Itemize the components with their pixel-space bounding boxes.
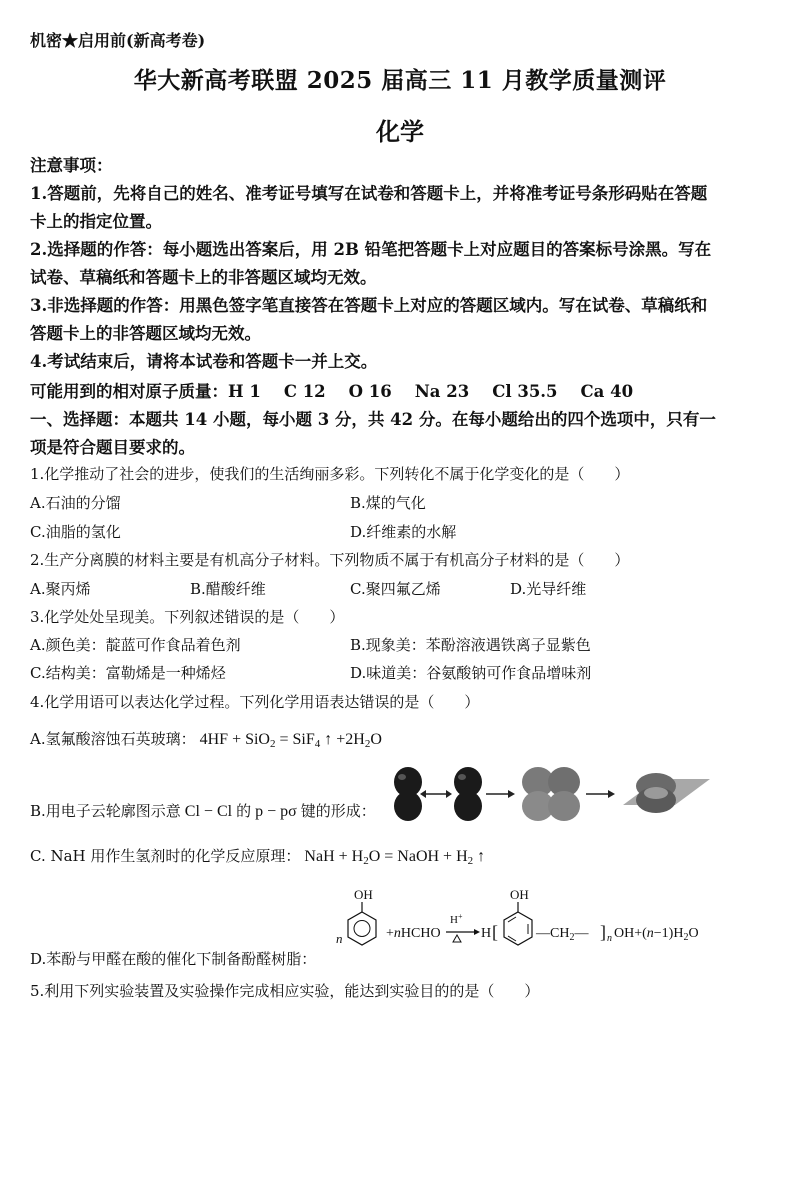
- formaldehyde-reactant: +nHCHO: [386, 926, 441, 941]
- confidential-label: 机密★启用前(新高考卷): [30, 31, 206, 50]
- q2-option-d: D.光导纤维: [510, 580, 587, 598]
- svg-text:[: [: [492, 922, 498, 942]
- notes-heading: 注意事项：: [30, 156, 113, 175]
- svg-text:OH: OH: [510, 887, 529, 902]
- note-4: 4.考试结束后，请将本试卷和答题卡一并上交。: [30, 352, 378, 371]
- q4-option-b-label: B.用电子云轮廓图示意: [30, 802, 181, 820]
- svg-text:n: n: [336, 931, 343, 946]
- mass-o: O 16: [348, 382, 392, 401]
- mass-c: C 12: [283, 382, 326, 401]
- q2-option-c: C.聚四氟乙烯: [350, 580, 441, 598]
- p-orbital-2: [454, 767, 482, 821]
- q3-option-b: B.现象美：苯酚溶液遇铁离子显紫色: [350, 636, 591, 654]
- svg-text:n: n: [607, 933, 612, 944]
- mass-na: Na 23: [414, 382, 470, 401]
- arrow-2: [486, 790, 515, 798]
- q4-option-c-equation: NaH + $H_2O$ = NaOH + $H_2$ ↑: [300, 848, 486, 867]
- q4-option-b-label-end: 键的形成：: [300, 802, 376, 820]
- q4-stem: 4.化学用语可以表达化学过程。下列化学用语表达错误的是（ ）: [30, 693, 480, 711]
- atomic-masses: [30, 378, 633, 402]
- q1-option-b: B.煤的气化: [350, 494, 426, 512]
- q2-option-b: B.醋酸纤维: [190, 580, 266, 598]
- exam-title: 华大新高考联盟 2025 届高三 11 月教学质量测评: [133, 67, 667, 94]
- q2-option-a: A.聚丙烯: [30, 580, 91, 598]
- q4-option-c: [30, 845, 485, 866]
- q2-stem: 2.生产分离膜的材料主要是有机高分子材料。下列物质不属于有机高分子材料的是（ ）: [30, 551, 630, 569]
- q4-option-a-label: A.氢氟酸溶蚀石英玻璃：: [30, 730, 196, 748]
- q3-option-d: D.味道美：谷氨酸钠可作食品增味剂: [350, 664, 592, 682]
- note-2-line-2: 试卷、草稿纸和答题卡上的非答题区域均无效。: [30, 268, 377, 287]
- arrow-1: [420, 790, 452, 798]
- mass-ca: Ca 40: [580, 382, 634, 401]
- atomic-masses-label: 可能用到的相对原子质量：: [30, 382, 228, 401]
- mass-h: H 1: [228, 382, 261, 401]
- svg-text:H+: H+: [450, 912, 463, 926]
- q3-stem: 3.化学处处呈现美。下列叙述错误的是（ ）: [30, 608, 345, 626]
- svg-text:H: H: [481, 926, 492, 941]
- note-1-line-2: 卡上的指定位置。: [30, 212, 162, 231]
- arrow-3: [586, 790, 615, 798]
- resin-product: [481, 887, 699, 945]
- overlapping-orbitals: [522, 767, 580, 821]
- q1-option-c: C.油脂的氢化: [30, 523, 121, 541]
- sigma-bond: [623, 773, 710, 813]
- q4-option-c-label: C. NaH 用作生氢剂时的化学反应原理：: [30, 847, 301, 865]
- mass-cl: Cl 35.5: [492, 382, 558, 401]
- q4-option-a-equation: 4HF + SiO$_2$ = SiF$_4$ ↑ $+2H_2O$: [195, 731, 382, 750]
- p-orbital-1: [394, 767, 422, 821]
- subject-title: 化学: [376, 117, 424, 146]
- q3-option-a: A.颜色美：靛蓝可作食品着色剂: [30, 636, 241, 654]
- cl-cl-formula: Cl − Cl: [180, 803, 237, 820]
- q1-option-a: A.石油的分馏: [30, 494, 121, 512]
- phenol-formaldehyde-reaction: [330, 885, 708, 957]
- section-heading-line-2: 项是符合题目要求的。: [30, 438, 195, 457]
- svg-text:]: ]: [600, 922, 606, 942]
- q4-option-b: [30, 800, 376, 821]
- svg-text:—CH2—: $—CH_2—$: [536, 926, 589, 943]
- section-heading-line-1: 一、选择题：本题共 14 小题，每小题 3 分，共 42 分。在每小题给出的四个选项中，只有一: [30, 410, 716, 429]
- q1-stem: 1.化学推动了社会的进步，使我们的生活绚丽多彩。下列转化不属于化学变化的是（ ）: [30, 465, 630, 483]
- note-3-line-1: 3.非选择题的作答：用黑色签字笔直接答在答题卡上对应的答题区域内。写在试卷、草稿纸和: [30, 296, 708, 315]
- note-1-line-1: 1.答题前，先将自己的姓名、准考证号填写在试卷和答题卡上，并将准考证号条形码贴在答题: [30, 184, 708, 203]
- q5-stem: 5.利用下列实验装置及实验操作完成相应实验，能达到实验目的的是（ ）: [30, 982, 540, 1000]
- svg-text:OH+(n−1)H2O: $OH+(n-1)H_2O$: [614, 926, 699, 943]
- note-2-line-1: 2.选择题的作答：每小题选出答案后，用 2B 铅笔把答题卡上对应题目的答案标号涂黑。写在: [30, 240, 712, 259]
- q1-option-d: D.纤维素的水解: [350, 523, 457, 541]
- q3-option-c: C.结构美：富勒烯是一种烯烃: [30, 664, 226, 682]
- p-p-sigma-formula: p − pσ: [251, 803, 301, 820]
- q4-option-a: [30, 728, 382, 749]
- q4-option-b-of: 的: [236, 802, 252, 820]
- svg-text:OH: OH: [354, 887, 373, 902]
- phenol-structure: [336, 887, 376, 946]
- electron-cloud-diagram: [368, 765, 713, 823]
- note-3-line-2: 答题卡上的非答题区域均无效。: [30, 324, 261, 343]
- catalyst-arrow: [446, 912, 480, 942]
- q4-option-d-label: D.苯酚与甲醛在酸的催化下制备酚醛树脂：: [30, 950, 317, 968]
